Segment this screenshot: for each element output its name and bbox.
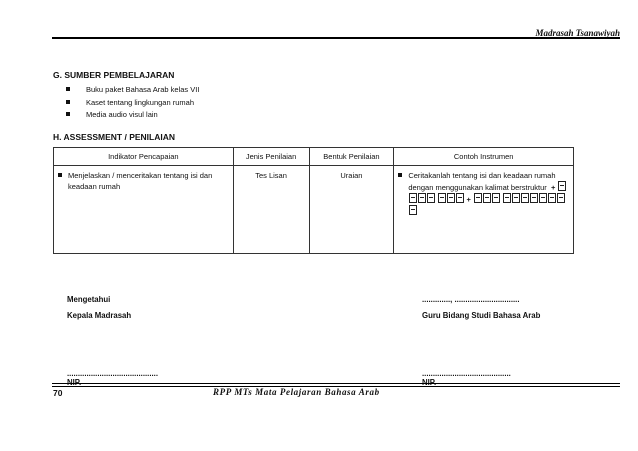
footer-rule: [52, 383, 620, 384]
table-row: [54, 166, 574, 254]
table-header-row: [54, 148, 574, 166]
place-date-line: ............., ..............................: [422, 295, 520, 304]
signature-role: Guru Bidang Studi Bahasa Arab: [422, 311, 541, 320]
bentuk-cell: Uraian: [309, 166, 394, 254]
section-g-title: G. SUMBER PEMBELAJARAN: [53, 70, 175, 80]
column-header: Indikator Pencapaian: [54, 148, 234, 166]
signature-name-line: ..........................................: [67, 369, 158, 378]
square-bullet-icon: [398, 173, 402, 177]
assessment-table: [53, 147, 574, 254]
nip-label: NIP.: [67, 378, 82, 387]
contoh-text: Ceritakanlah tentang isi dan keadaan rumah dengan menggunakan kalimat berstruktur: [408, 171, 556, 192]
list-item: [66, 85, 199, 94]
learning-resources-list: [66, 85, 199, 123]
header-rule: [52, 37, 620, 39]
signature-name-line: .........................................: [422, 369, 511, 378]
square-bullet-icon: [58, 173, 62, 177]
indikator-text: Menjelaskan / menceritakan tentang isi dan keadaan rumah: [68, 171, 213, 191]
running-footer: RPP MTs Mata Pelajaran Bahasa Arab: [213, 387, 380, 397]
signature-block-left: [67, 292, 131, 324]
signature-caption: Mengetahui: [67, 295, 111, 304]
square-bullet-icon: [66, 112, 70, 116]
nip-label: NIP.: [422, 378, 437, 387]
signature-block-right: [422, 292, 540, 324]
list-item-text: Buku paket Bahasa Arab kelas VII: [86, 85, 200, 94]
running-header: Madrasah Tsanawiyah: [535, 28, 620, 38]
plus-sign: +: [550, 183, 556, 192]
list-item-text: Kaset tentang lingkungan rumah: [86, 97, 194, 107]
list-item: [66, 98, 199, 107]
column-header: Contoh Instrumen: [394, 148, 574, 166]
section-h-title: H. ASSESSMENT / PENILAIAN: [53, 132, 176, 142]
indikator-cell: [54, 166, 234, 254]
contoh-cell: [394, 166, 574, 254]
plus-sign: +: [466, 195, 471, 204]
square-bullet-icon: [66, 100, 70, 104]
square-bullet-icon: [66, 87, 70, 91]
column-header: Jenis Penilaian: [233, 148, 309, 166]
signature-role: Kepala Madrasah: [67, 311, 132, 320]
list-item-text: Media audio visul lain: [86, 110, 158, 119]
column-header: Bentuk Penilaian: [309, 148, 394, 166]
page-number: 70: [53, 388, 63, 398]
list-item: [66, 110, 199, 119]
jenis-cell: Tes Lisan: [233, 166, 309, 254]
